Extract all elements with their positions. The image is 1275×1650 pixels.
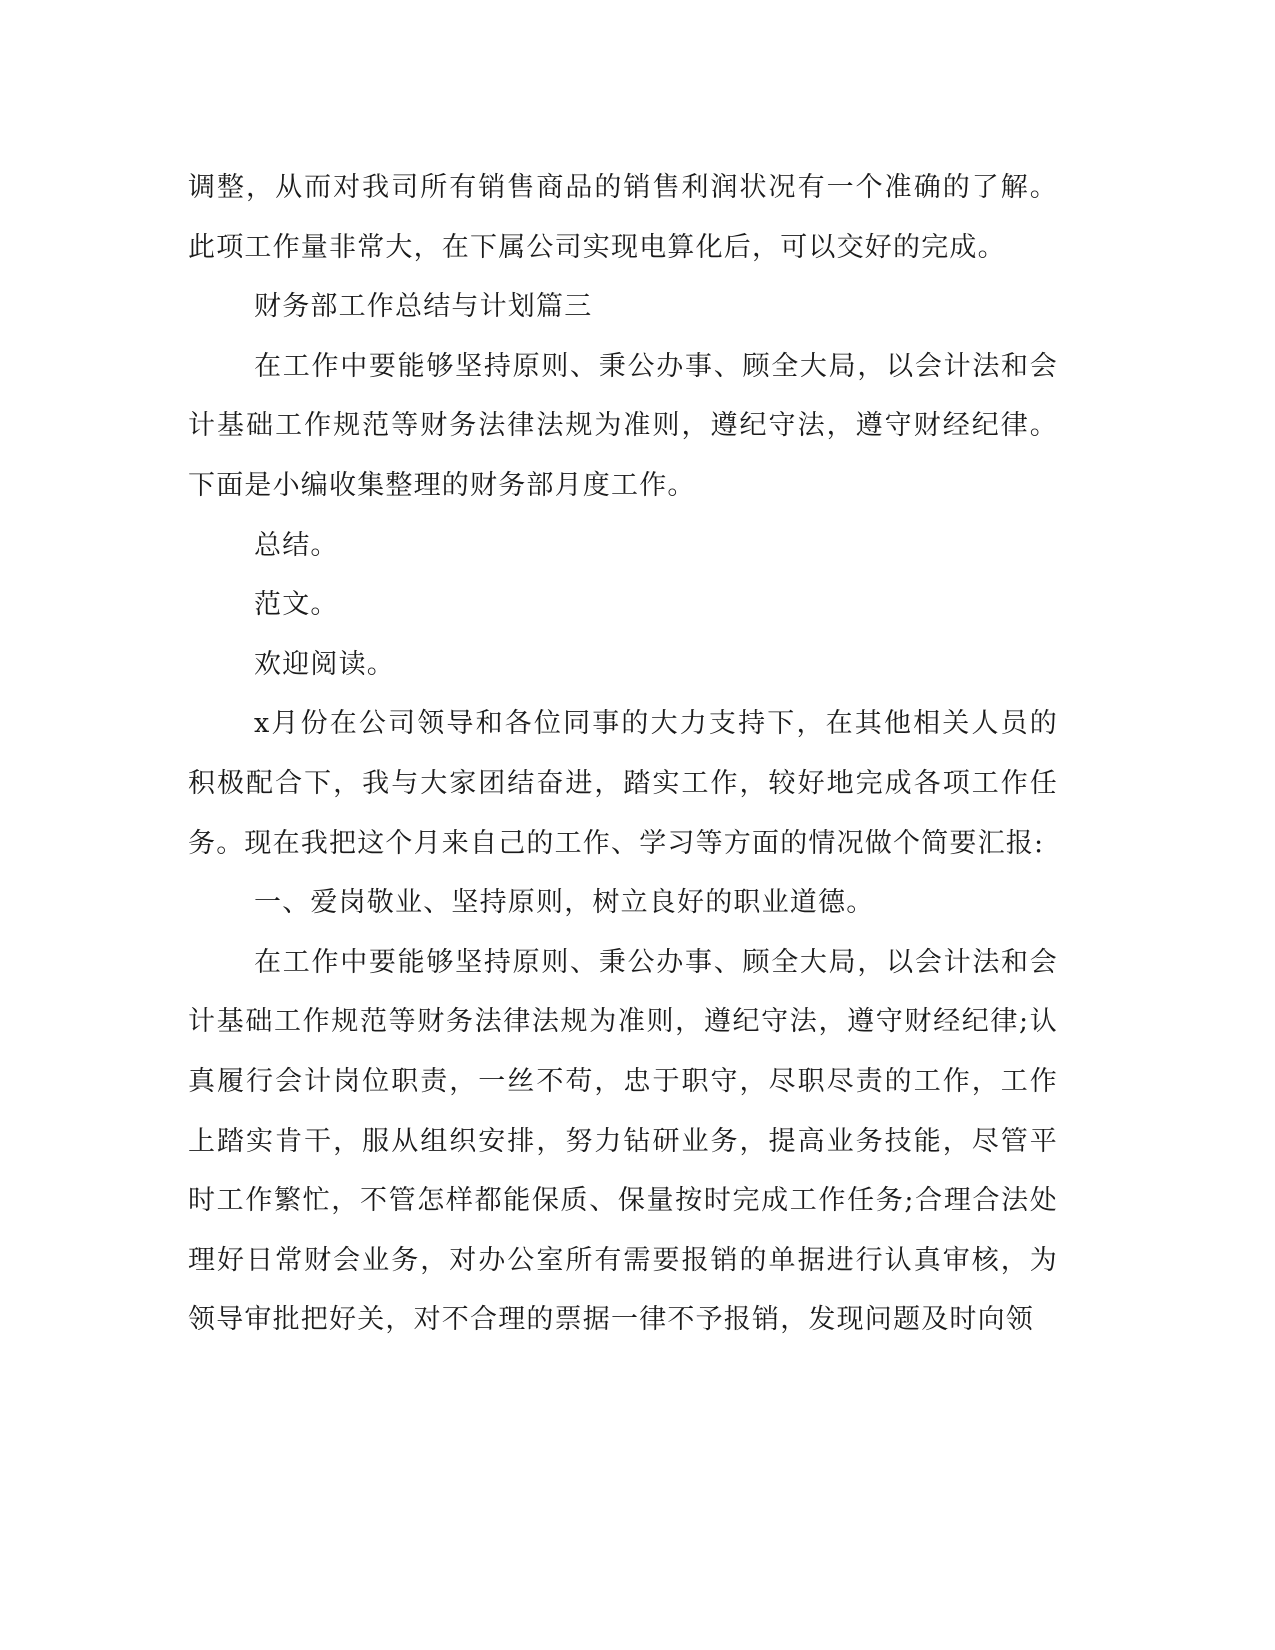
paragraph-2: 在工作中要能够坚持原则、秉公办事、顾全大局，以会计法和会计基础工作规范等财务法律法规为准则，遵纪守法，遵守财经纪律。下面是小编收集整理的财务部月度工作。 xyxy=(188,350,1058,501)
section-heading: 财务部工作总结与计划篇三 xyxy=(254,291,593,323)
paragraph-1: 调整，从而对我司所有销售商品的销售利润状况有一个准确的了解。此项工作量非常大，在下属公司实现电算化后，可以交好的完成。 xyxy=(188,172,1058,263)
paragraph-6: x月份在公司领导和各位同事的大力支持下，在其他相关人员的积极配合下，我与大家团结奋进，踏实工作，较好地完成各项工作任务。现在我把这个月来自己的工作、学习等方面的情况做个简要汇报: xyxy=(188,708,1058,859)
subheading-one: 一、爱岗敬业、坚持原则，树立良好的职业道德。 xyxy=(254,887,875,919)
paragraph-3: 总结。 xyxy=(254,529,339,561)
paragraph-5: 欢迎阅读。 xyxy=(254,648,395,680)
document-body xyxy=(188,158,1058,1350)
paragraph-7: 在工作中要能够坚持原则、秉公办事、顾全大局，以会计法和会计基础工作规范等财务法律法规为准则，遵纪守法，遵守财经纪律;认真履行会计岗位职责，一丝不苟，忠于职守，尽职尽责的工作，工作上踏实肯干，服从组织安排，努力钻研业务，提高业务技能，尽管平时工作繁忙，不管怎样都能保质、保量按时完成工作任务;合理合法处理好日常财会业务，对办公室所有需要报销的单据进行认真审核，为领导审批把好关，对不合理的票据一律不予报销，发现问题及时向领 xyxy=(188,946,1058,1336)
paragraph-4: 范文。 xyxy=(254,589,339,621)
